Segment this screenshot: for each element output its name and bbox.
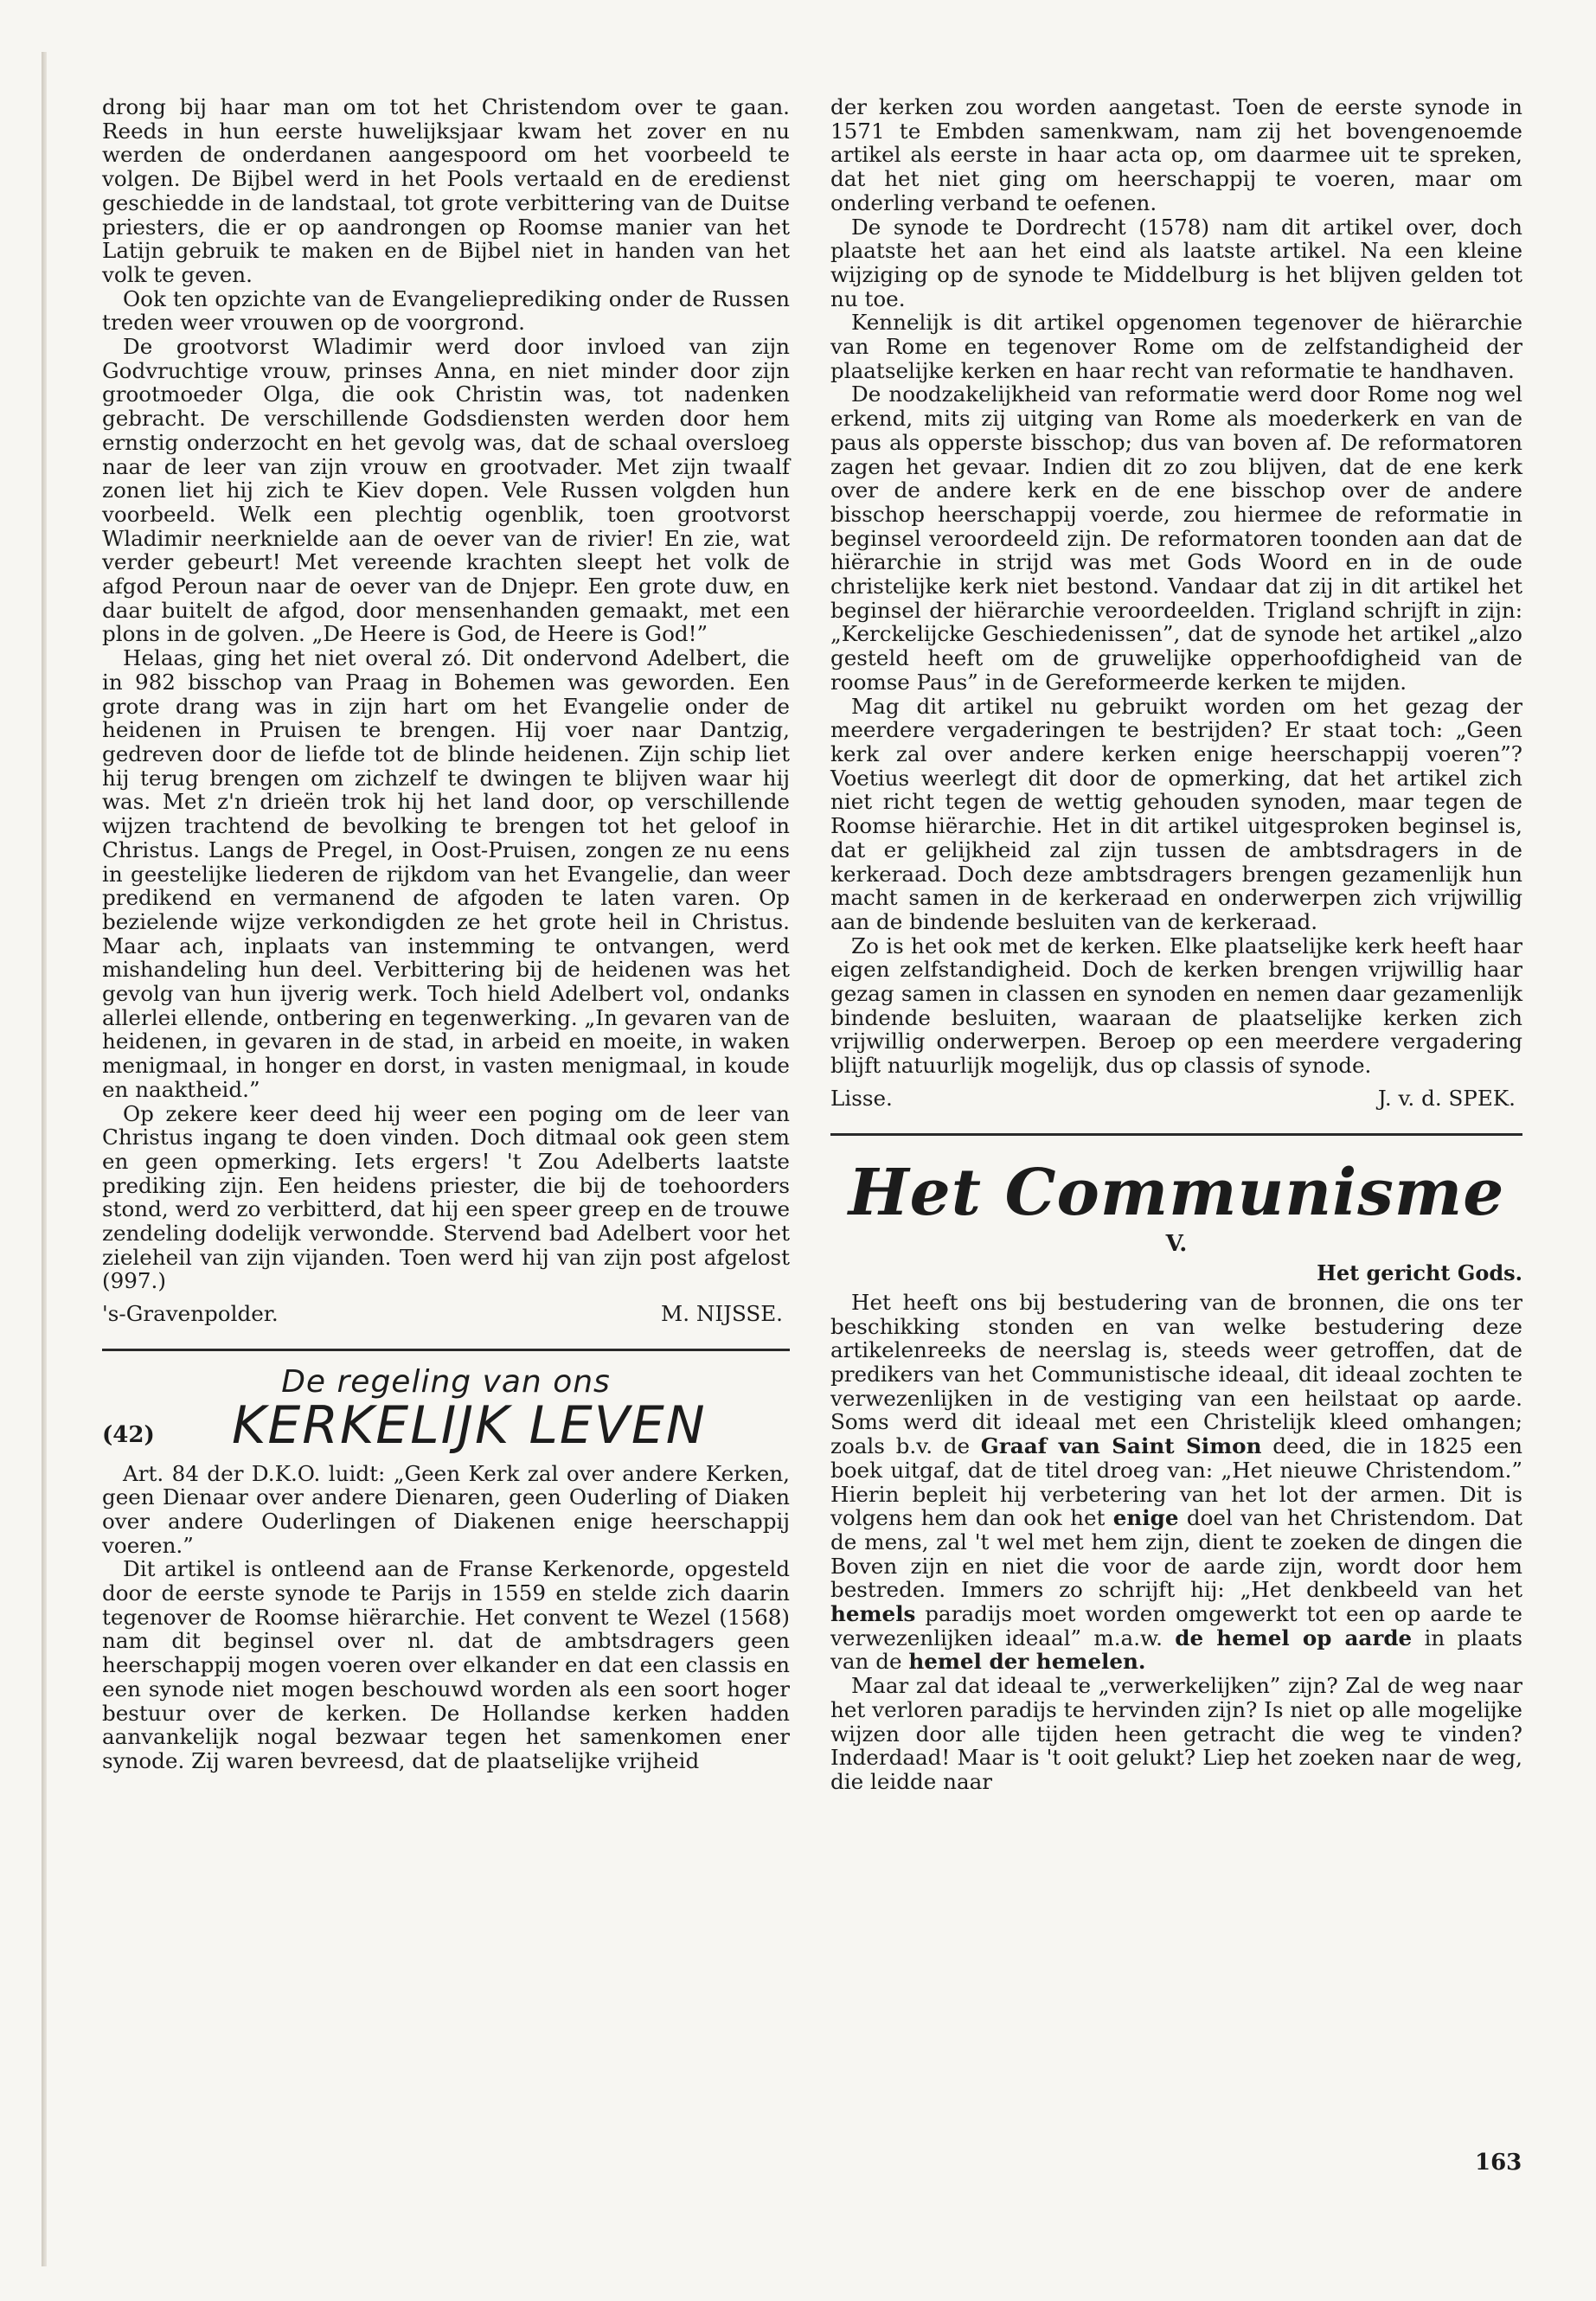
body-paragraph: Maar zal dat ideaal te „verwerkelijken” zijn? Zal de weg naar het verloren paradijs te hervinden zijn? Is niet op alle mogelijke wijzen door alle tijden heen getracht die weg te vinden? Inderdaad! Maar is 't ooit gelukt? Liep het zoeken naar de weg, die leidde naar: [830, 1673, 1522, 1794]
body-paragraph: Art. 84 der D.K.O. luidt: „Geen Kerk zal over andere Kerken, geen Dienaar over andere Dienaren, geen Ouderling of Diaken over andere Ouderlingen of Diakenen enige heerschappij voeren.”: [102, 1460, 790, 1558]
regeling-heading: [102, 1394, 790, 1456]
regeling-title: KERKELIJK LEVEN: [232, 1394, 707, 1456]
section-divider: [102, 1349, 790, 1351]
body-paragraph: Zo is het ook met de kerken. Elke plaatselijke kerk heeft haar eigen zelfstandigheid. Doch de kerken brengen vrijwillig haar gezag samen in classen en synoden en nemen daar gezamenlijk bindende besluiten, waaraan de plaatselijke kerken zich vrijwillig onderwerpen. Beroep op een meerdere vergadering blijft natuurlijk mogelijk, dus op classis of synode.: [830, 933, 1522, 1079]
article-signature: [102, 1302, 790, 1326]
body-paragraph: De synode te Dordrecht (1578) nam dit artikel over, doch plaatste het aan het eind als laatste artikel. Na een kleine wijziging op de synode te Middelburg is het blijven gelden tot nu toe.: [830, 214, 1522, 311]
body-paragraph: Helaas, ging het niet overal zó. Dit ondervond Adelbert, die in 982 bisschop van Praag in Bohemen was geworden. Een grote drang was in zijn hart om het Evangelie onder de heidenen in Pruisen te brengen. Hij voer naar Dantzig, gedreven door de liefde tot de blinde heidenen. Zijn schip liet hij terug brengen om zichzelf te dwingen te blijven waar hij was. Met z'n drieën trok hij het land door, op verschillende wijzen trachtend de bevolking te brengen tot het geloof in Christus. Langs de Pregel, in Oost-Pruisen, zongen ze nu eens in geestelijke liederen de rijkdom van het Evangelie, dan weer predikend en vermanend de afgoden te laten varen. Op bezielende wijze verkondigden ze het grote heil in Christus. Maar ach, inplaats van instemming te ontvangen, werd mishandeling hun deel. Verbittering bij de heidenen was het gevolg van hun ijverig werk. Toch hield Adelbert vol, ondanks allerlei ellende, ontbering en tegenwerking. „In gevaren van de heidenen, in gevaren in de stad, in arbeid en moeite, in waken menigmaal, in honger en dorst, in vasten menigmaal, in koude en naaktheid.”: [102, 645, 790, 1102]
page-binding-edge: [42, 52, 47, 2266]
left-column: [102, 95, 790, 1773]
communisme-part: V.: [1165, 1230, 1188, 1257]
signature-author: J. v. d. SPEK.: [1377, 1085, 1516, 1111]
signature-place: 's-Gravenpolder.: [102, 1301, 279, 1327]
article-signature: [830, 1086, 1522, 1111]
body-paragraph: Kennelijk is dit artikel opgenomen tegenover de hiërarchie van Rome en tegenover Rome om de zelfstandigheid der plaatselijke kerken en haar recht van reformatie te handhaven.: [830, 310, 1522, 383]
body-paragraph: der kerken zou worden aangetast. Toen de eerste synode in 1571 te Embden samenkwam, nam zij het bovengenoemde artikel als eerste in haar acta op, om daarmee uit te spreken, dat het niet ging om heerschappij te voeren, maar om onderling verband te oefenen.: [830, 94, 1522, 215]
body-paragraph: De grootvorst Wladimir werd door invloed van zijn Godvruchtige vrouw, prinses Anna, en niet minder door zijn grootmoeder Olga, die ook Christin was, tot nadenken gebracht. De verschillende Godsdiensten werden door hem ernstig onderzocht en het gevolg was, dat de schaal oversloeg naar de leer van zijn vrouw en grootvader. Met zijn twaalf zonen liet hij zich te Kiev dopen. Vele Russen volgden hun voorbeeld. Welk een plechtig ogenblik, toen grootvorst Wladimir neerknielde aan de oever van de rivier! En zie, wat verder gebeurt! Met vereende krachten sleept het volk de afgod Peroun naar de oever van de Dnjepr. Een grote duw, en daar buitelt de afgod, door mensenhanden gemaakt, met een plons in de golven. „De Heere is God, de Heere is God!”: [102, 334, 790, 647]
body-paragraph: Mag dit artikel nu gebruikt worden om het gezag der meerdere vergaderingen te bestrijden? Er staat toch: „Geen kerk zal over andere kerken enige heerschappij voeren”? Voetius weerlegt dit door de opmerking, dat het artikel zich niet richt tegen de wettig gehouden synoden, maar tegen de Roomse hiërarchie. Het in dit artikel uitgesproken beginsel is, dat er gelijkheid zal zijn tussen de ambtsdragers in de kerkeraad. Doch deze ambtsdragers brengen gezamenlijk hun macht samen in de kerkeraad en onderwerpen zich vrijwillig aan de bindende besluiten van de kerkeraad.: [830, 693, 1522, 934]
emphasis: de hemel op aarde: [1175, 1625, 1413, 1650]
communisme-subtitle: Het gericht Gods.: [1317, 1260, 1522, 1286]
right-column: [830, 95, 1522, 1794]
signature-place: Lisse.: [830, 1085, 893, 1111]
series-number: (42): [102, 1421, 155, 1448]
section-divider: [830, 1133, 1522, 1136]
communisme-title: Het Communisme: [848, 1155, 1505, 1230]
body-paragraph: De noodzakelijkheid van reformatie werd door Rome nog wel erkend, mits zij uitging van Rome als moederkerk en van de paus als opperste bisschop; dus van boven af. De reformatoren zagen het gevaar. Indien dit zo zou blijven, dat de ene kerk over de andere kerk en de ene bisschop over de andere bisschop heerschappij voerde, zou hiermee de reformatie in beginsel veroordeeld zijn. De reformatoren toonden aan dat de hiërarchie in strijd was met Gods Woord en in de oude christelijke kerk niet bestond. Vandaar dat zij in dit artikel het beginsel der hiërarchie veroordeelden. Trigland schrijft in zijn: „Kerckelijcke Geschiedenissen”, dat de synode het artikel „alzo gesteld heeft om de gruwelijke opperhoofdigheid van de roomse Paus” in de Gereformeerde kerken te mijden.: [830, 381, 1522, 695]
emphasis: enige: [1112, 1505, 1179, 1531]
emphasis: Graaf van Saint Simon: [980, 1433, 1262, 1459]
emphasis: hemel der hemelen.: [908, 1649, 1146, 1675]
body-paragraph: Ook ten opzichte van de Evangelieprediking onder de Russen treden weer vrouwen op de voorgrond.: [102, 285, 790, 336]
page-number: 163: [1475, 2150, 1522, 2176]
regeling-supertitle: De regeling van ons: [281, 1363, 611, 1400]
body-paragraph: drong bij haar man om tot het Christendom over te gaan. Reeds in hun eerste huwelijksjaar kwam het zover en nu werden de onderdanen aangespoord om het voorbeeld te volgen. De Bijbel werd in het Pools vertaald en de eredienst geschiedde in de landstaal, tot grote verbittering van de Duitse priesters, die er op aandrongen op Roomse manier van het Latijn gebruik te maken en de Bijbel niet in handen van het volk te geven.: [102, 94, 790, 287]
signature-author: M. NIJSSE.: [661, 1301, 783, 1327]
body-paragraph: Op zekere keer deed hij weer een poging om de leer van Christus ingang te doen vinden. Doch ditmaal ook geen stem en geen opmerking. Iets ergers! 't Zou Adelberts laatste prediking zijn. Een heidens priester, die bij de toehoorders stond, werd zo verbitterd, dat hij een speer greep en de trouwe zendeling dodelijk verwondde. Stervend bad Adelbert voor het zieleheil van zijn vijanden. Toen werd hij van zijn post afgelost (997.): [102, 1100, 790, 1294]
body-paragraph: Dit artikel is ontleend aan de Franse Kerkenorde, opgesteld door de eerste synode te Parijs in 1559 en stelde zich daarin tegenover de Roomse hiërarchie. Het convent te Wezel (1568) nam dit beginsel over nl. dat de ambtsdragers geen heerschappij mogen voeren over elkander en dat een classis en een synode niet mogen beschouwd worden als een soort hoger bestuur over de kerken. De Hollandse kerken hadden aanvankelijk nogal bezwaar tegen het samenkomen ener synode. Zij waren bevreesd, dat de plaatselijke vrijheid: [102, 1556, 790, 1773]
emphasis: hemels: [830, 1601, 916, 1627]
body-paragraph: Het heeft ons bij bestudering van de bronnen, die ons ter beschikking stonden en van welke bestudering deze artikelenreeks de neerslag is, steeds weer getroffen, dat de predikers van het Communistische ideaal, dit ideaal zochten te verwezenlijken in de vestiging van een heilstaat op aarde. Soms werd dit ideaal met een Christelijk kleed omhangen; zoals b.v. de Graaf van Saint Simon deed, die in 1825 een boek uitgaf, dat de titel droeg van: „Het nieuwe Christendom.” Hierin bepleit hij verbetering van het lot der armen. Dit is volgens hem dan ook het enige doel van het Christendom. Dat de mens, zal 't wel met hem zijn, dient te zoeken de dingen die Boven zijn en niet die voor de aarde zijn, wordt door hem bestreden. Immers zo schrijft hij: „Het denkbeeld van het hemels paradijs moet worden omgewerkt tot een op aarde te verwezenlijken ideaal” m.a.w. de hemel op aarde in plaats van de hemel der hemelen.: [830, 1289, 1522, 1675]
